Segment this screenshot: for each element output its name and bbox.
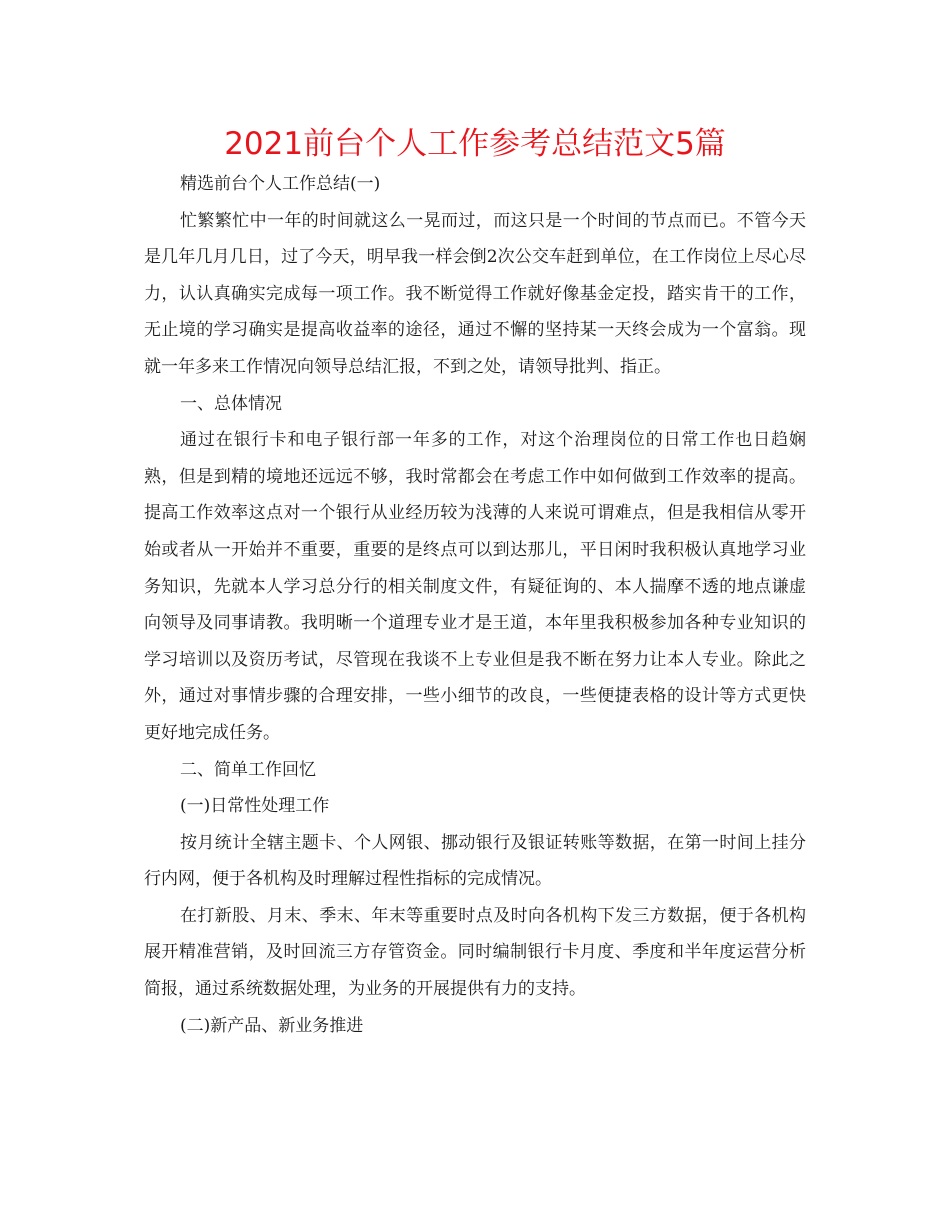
subsection-heading: (一)日常性处理工作 bbox=[180, 796, 330, 817]
paragraph: 按月统计全辖主题卡、个人网银、挪动银行及银证转账等数据，在第一时间上挂分行内网，便于各机构及时理解过程性指标的完成情况。 bbox=[144, 832, 806, 890]
subsection-heading: (二)新产品、新业务推进 bbox=[180, 1015, 364, 1036]
paragraph: 忙繁繁忙中一年的时间就这么一晃而过，而这只是一个时间的节点而已。不管今天是几年几月几日，过了今天，明早我一样会倒2次公交车赶到单位，在工作岗位上尽心尽力，认认真确实完成每一项工作。我不断觉得工作就好像基金定投，踏实肯干的工作，无止境的学习确实是提高收益率的途径，通过不懈的坚持某一天终会成为一个富翁。现就一年多来工作情况向领导总结汇报，不到之处，请领导批判、指正。 bbox=[144, 210, 806, 377]
paragraph: 在打新股、月末、季末、年末等重要时点及时向各机构下发三方数据，便于各机构展开精准营销，及时回流三方存管资金。同时编制银行卡月度、季度和半年度运营分析简报，通过系统数据处理，为业务的开展提供有力的支持。 bbox=[144, 905, 806, 1000]
document-title: 2021前台个人工作参考总结范文5篇 bbox=[224, 126, 726, 162]
section-heading: 二、简单工作回忆 bbox=[180, 759, 316, 780]
section-heading: 精选前台个人工作总结(一) bbox=[180, 174, 381, 194]
paragraph: 通过在银行卡和电子银行部一年多的工作，对这个治理岗位的日常工作也日趋娴熟，但是到精的境地还远远不够，我时常都会在考虑工作中如何做到工作效率的提高。提高工作效率这点对一个银行从业经历较为浅薄的人来说可谓难点，但是我相信从零开始或者从一开始并不重要，重要的是终点可以到达那儿，平日闲时我积极认真地学习业务知识，先就本人学习总分行的相关制度文件，有疑征询的、本人揣摩不透的地点谦虚向领导及同事请教。我明晰一个道理专业才是王道，本年里我积极参加各种专业知识的学习培训以及资历考试，尽管现在我谈不上专业但是我不断在努力让本人专业。除此之外，通过对事情步骤的合理安排，一些小细节的改良，一些便捷表格的设计等方式更快更好地完成任务。 bbox=[144, 430, 806, 743]
section-heading: 一、总体情况 bbox=[180, 393, 282, 414]
document-body bbox=[144, 166, 806, 1044]
